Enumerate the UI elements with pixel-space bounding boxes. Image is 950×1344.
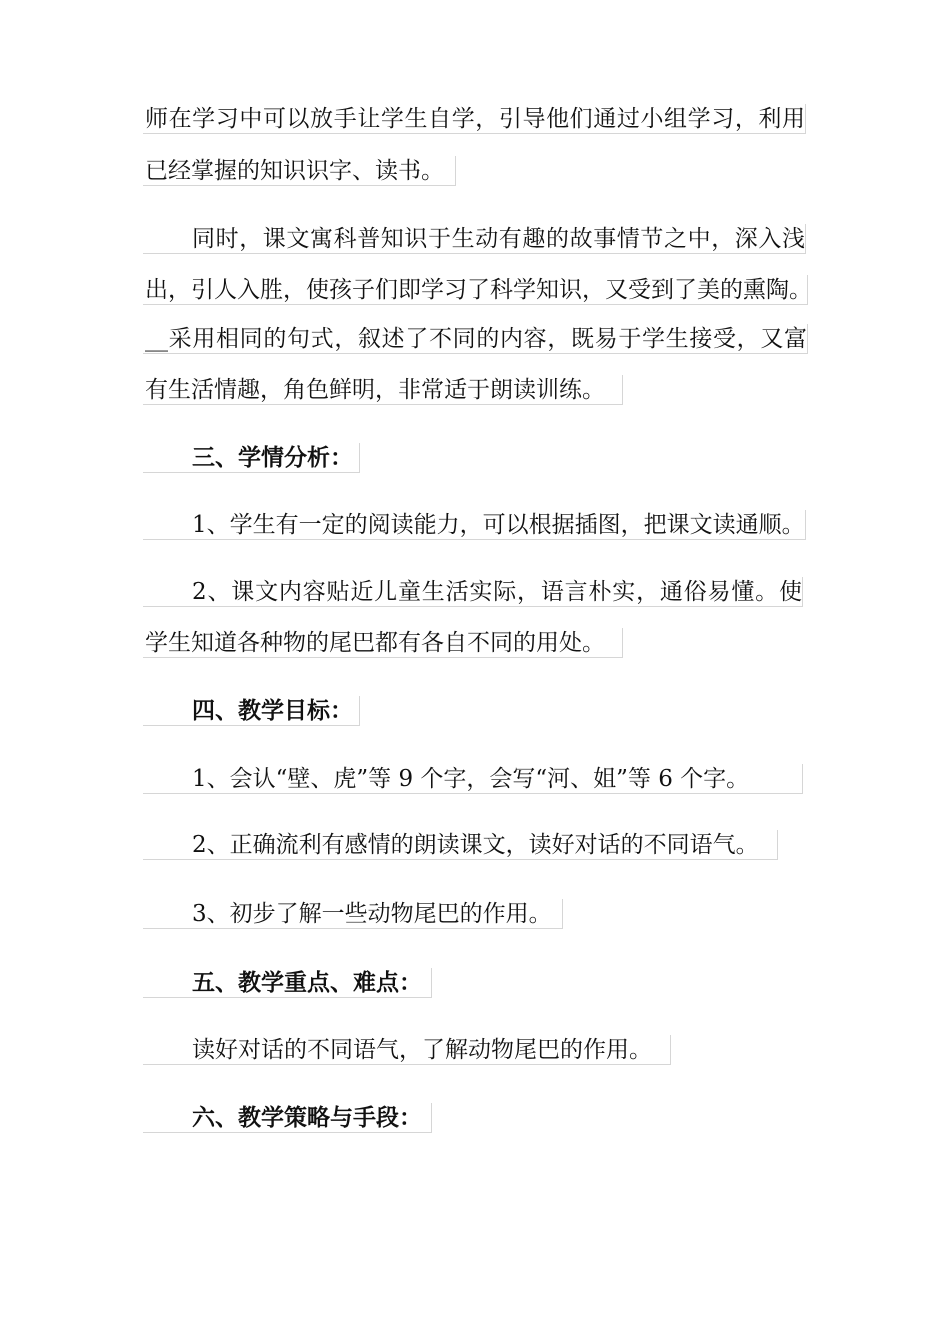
section-heading-6: 六、教学策略与手段： (143, 1103, 432, 1133)
list-item: 1、会认“壁、虎”等 9 个字，会写“河、姐”等 6 个字。 (143, 764, 803, 794)
section-heading-5: 五、教学重点、难点： (143, 968, 432, 998)
body-text: 读好对话的不同语气，了解动物尾巴的作用。 (143, 1035, 671, 1065)
section-heading-4: 四、教学目标： (143, 696, 360, 726)
list-item-continuation: 学生知道各种物的尾巴都有各自不同的用处。 (143, 628, 623, 658)
paragraph-line: __采用相同的句式，叙述了不同的内容，既易于学生接受，又富 (145, 326, 807, 352)
section-heading-3: 三、学情分析： (143, 443, 360, 473)
list-item: 3、初步了解一些动物尾巴的作用。 (143, 899, 563, 929)
list-item: 2、正确流利有感情的朗读课文，读好对话的不同语气。 (143, 830, 778, 860)
list-item: 2、课文内容贴近儿童生活实际，语言朴实，通俗易懂。使 (143, 577, 803, 607)
paragraph-line: 有生活情趣，角色鲜明，非常适于朗读训练。 (143, 375, 623, 405)
paragraph-line: 出，引人入胜，使孩子们即学习了科学知识，又受到了美的熏陶。 (145, 277, 812, 303)
list-item: 1、学生有一定的阅读能力，可以根据插图，把课文读通顺。 (143, 510, 806, 540)
paragraph-line: 已经掌握的知识识字、读书。 (143, 156, 456, 186)
paragraph-line: 同时，课文寓科普知识于生动有趣的故事情节之中，深入浅 (143, 224, 806, 254)
paragraph-line: 师在学习中可以放手让学生自学，引导他们通过小组学习，利用 (145, 106, 805, 132)
